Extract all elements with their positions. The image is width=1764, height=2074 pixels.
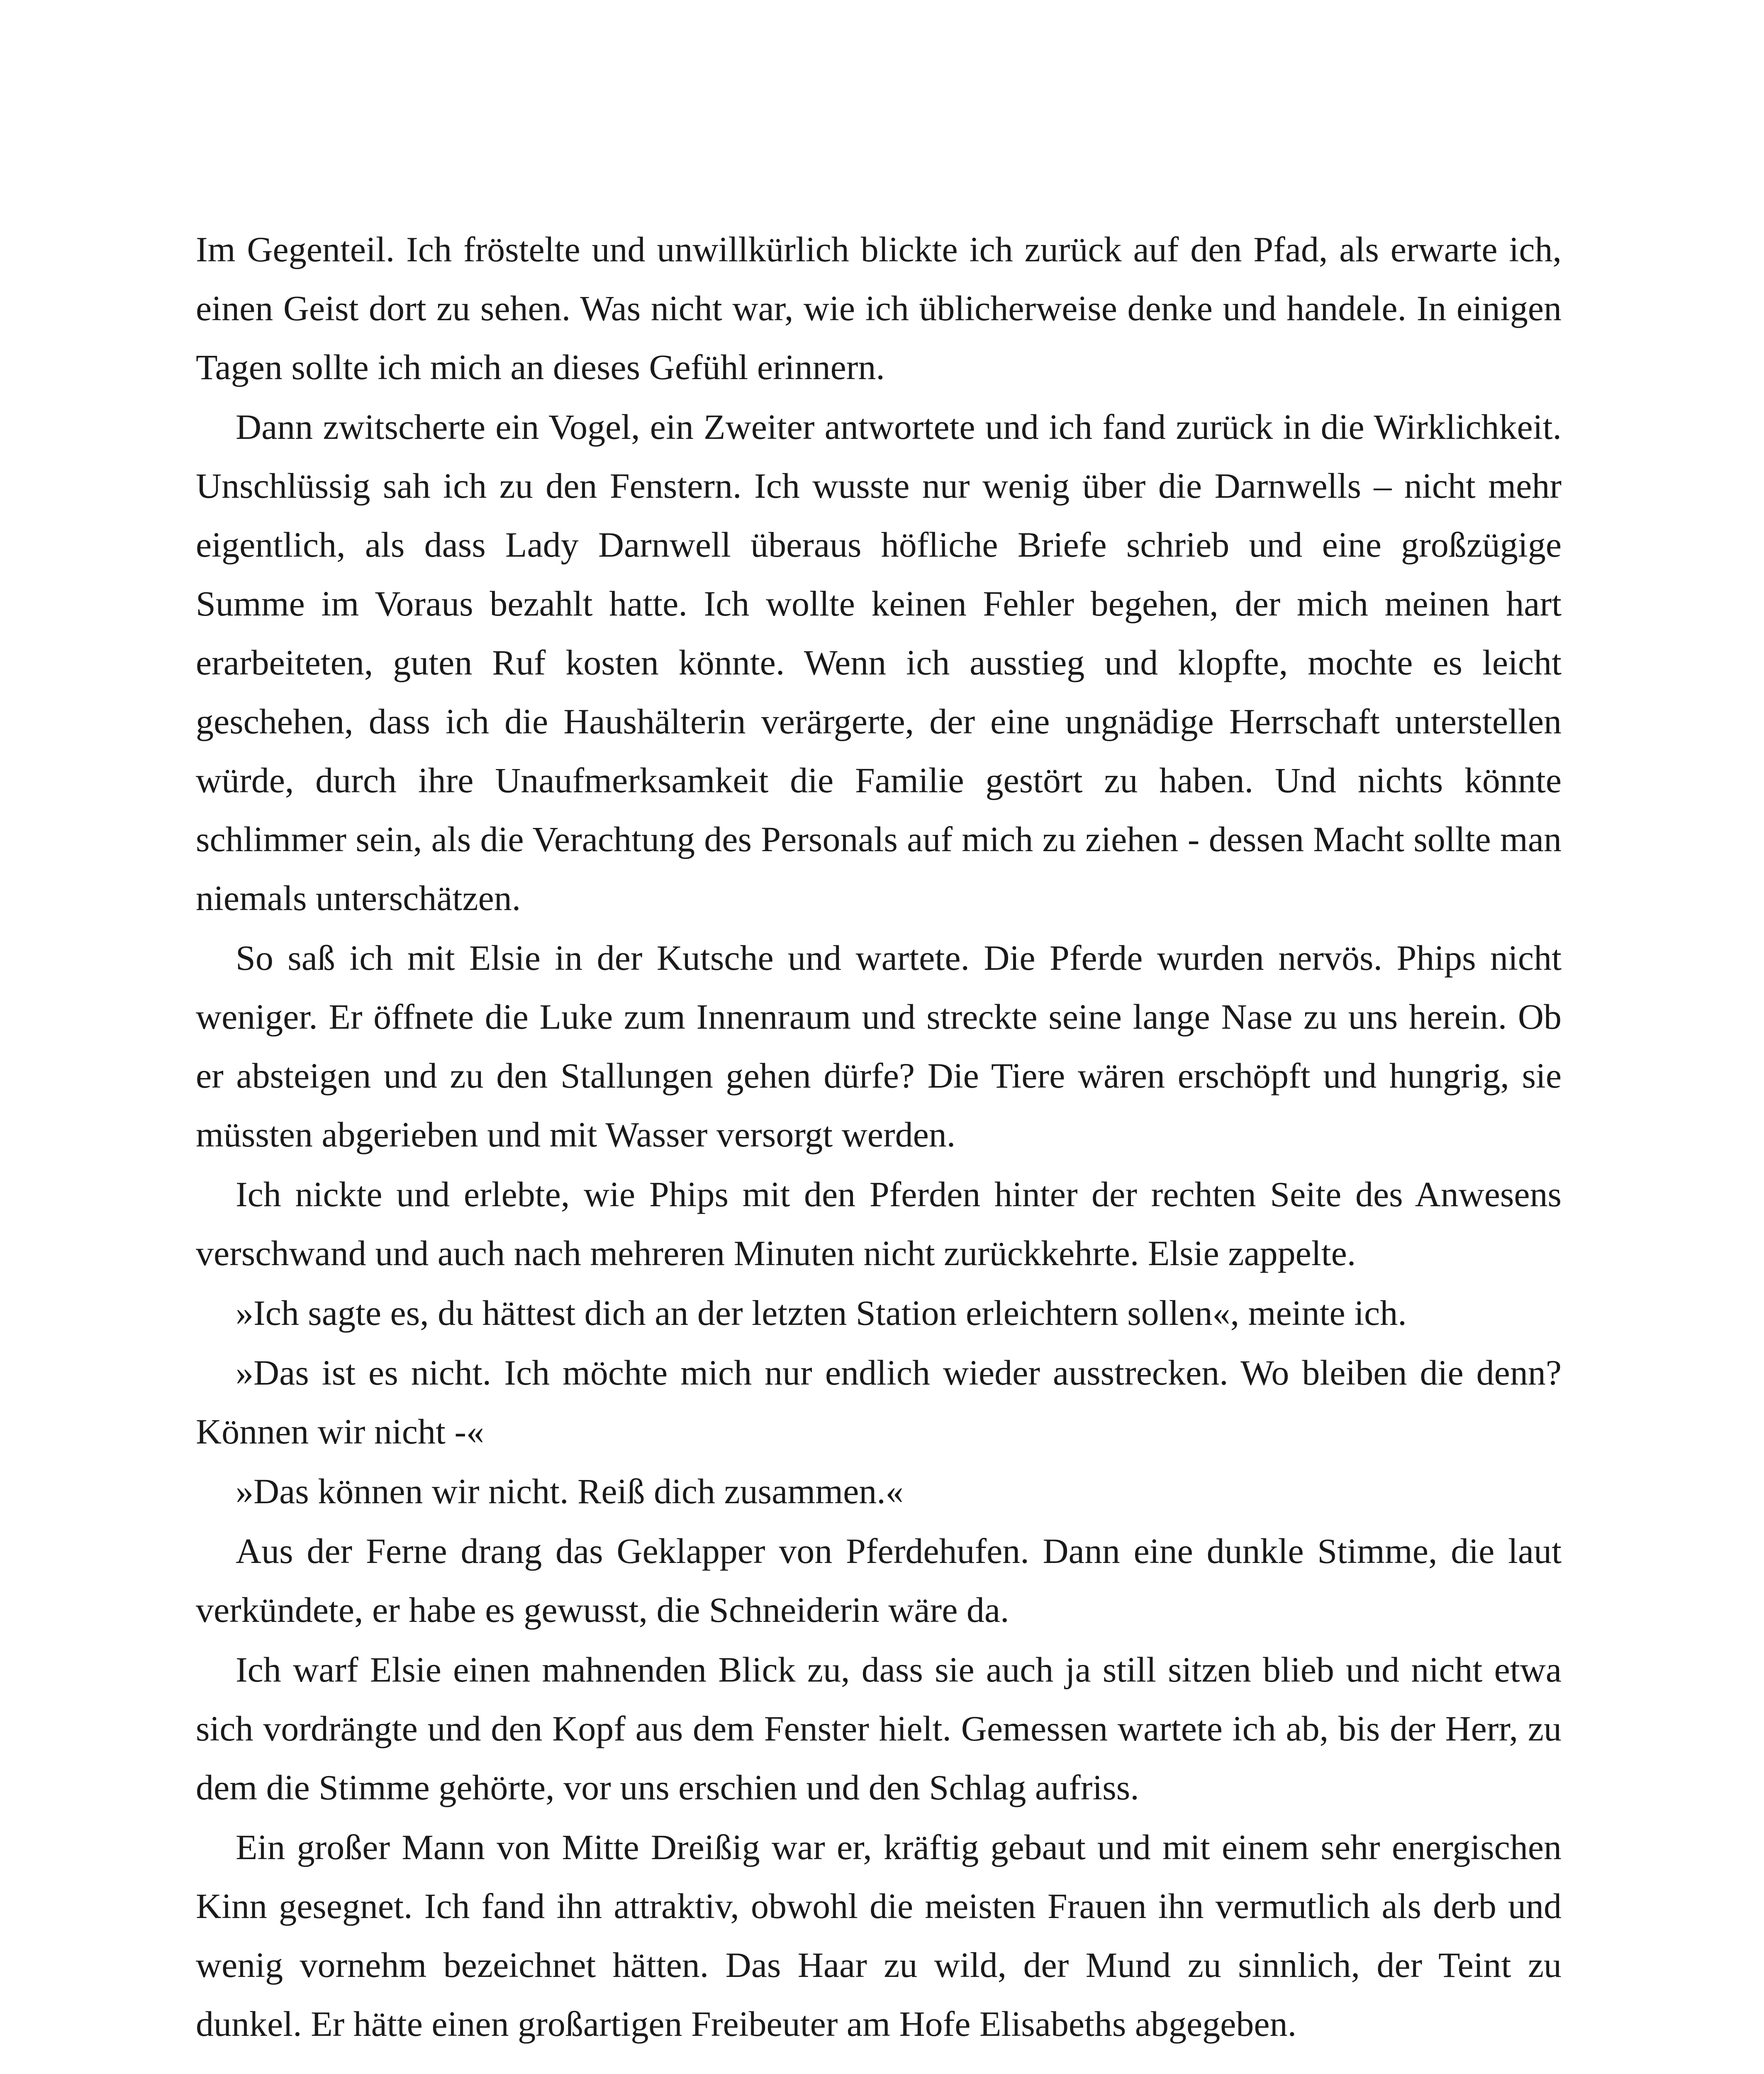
paragraph-3: So saß ich mit Elsie in der Kutsche und wartete. Die Pferde wurden nervös. Phips nicht weniger. Er öffnete die Luke zum Innenraum und streckte seine lange Nase zu uns herein. Ob er absteigen und zu den Stallungen gehen dürfe? Die Tiere wären erschöpft und hungrig, sie müssten abgerieben und mit Wasser versorgt werden. <box>196 938 1562 1154</box>
paragraph-5: »Ich sagte es, du hättest dich an der letzten Station erleichtern sollen«, meinte ich. <box>236 1293 1407 1333</box>
paragraph-7: »Das können wir nicht. Reiß dich zusammen.« <box>236 1471 904 1511</box>
paragraph-8: Aus der Ferne drang das Geklapper von Pferdehufen. Dann eine dunkle Stimme, die laut verkündete, er habe es gewusst, die Schneiderin wäre da. <box>196 1531 1562 1630</box>
body-text <box>196 220 1562 2053</box>
paragraph-4: Ich nickte und erlebte, wie Phips mit den Pferden hinter der rechten Seite des Anwesens verschwand und auch nach mehreren Minuten nicht zurückkehrte. Elsie zappelte. <box>196 1174 1562 1273</box>
paragraph-1: Im Gegenteil. Ich fröstelte und unwillkürlich blickte ich zurück auf den Pfad, als erwarte ich, einen Geist dort zu sehen. Was nicht war, wie ich üblicherweise denke und handele. In einigen Tagen sollte ich mich an dieses Gefühl erinnern. <box>196 229 1562 387</box>
paragraph-9: Ich warf Elsie einen mahnenden Blick zu, dass sie auch ja still sitzen blieb und nicht etwa sich vordrängte und den Kopf aus dem Fenster hielt. Gemessen wartete ich ab, bis der Herr, zu dem die Stimme gehörte, vor uns erschien und den Schlag aufriss. <box>196 1650 1562 1807</box>
paragraph-10: Ein großer Mann von Mitte Dreißig war er, kräftig gebaut und mit einem sehr energischen Kinn gesegnet. Ich fand ihn attraktiv, obwohl die meisten Frauen ihn vermutlich als derb und wenig vornehm bezeichnet hätten. Das Haar zu wild, der Mund zu sinnlich, der Teint zu dunkel. Er hätte einen großartigen Freibeuter am Hofe Elisabeths abgegeben. <box>196 1827 1562 2044</box>
paragraph-6: »Das ist es nicht. Ich möchte mich nur endlich wieder ausstrecken. Wo bleiben die denn? Können wir nicht -« <box>196 1353 1562 1451</box>
paragraph-2: Dann zwitscherte ein Vogel, ein Zweiter antwortete und ich fand zurück in die Wirklichkeit. Unschlüssig sah ich zu den Fenstern. Ich wusste nur wenig über die Darnwells – nicht mehr eigentlich, als dass Lady Darnwell überaus höfliche Briefe schrieb und eine großzügige Summe im Voraus bezahlt hatte. Ich wollte keinen Fehler begehen, der mich meinen hart erarbeiteten, guten Ruf kosten könnte. Wenn ich ausstieg und klopfte, mochte es leicht geschehen, dass ich die Haushälterin verärgerte, der eine ungnädige Herrschaft unterstellen würde, durch ihre Unaufmerksamkeit die Familie gestört zu haben. Und nichts könnte schlimmer sein, als die Verachtung des Personals auf mich zu ziehen - dessen Macht sollte man niemals unterschätzen. <box>196 407 1562 918</box>
